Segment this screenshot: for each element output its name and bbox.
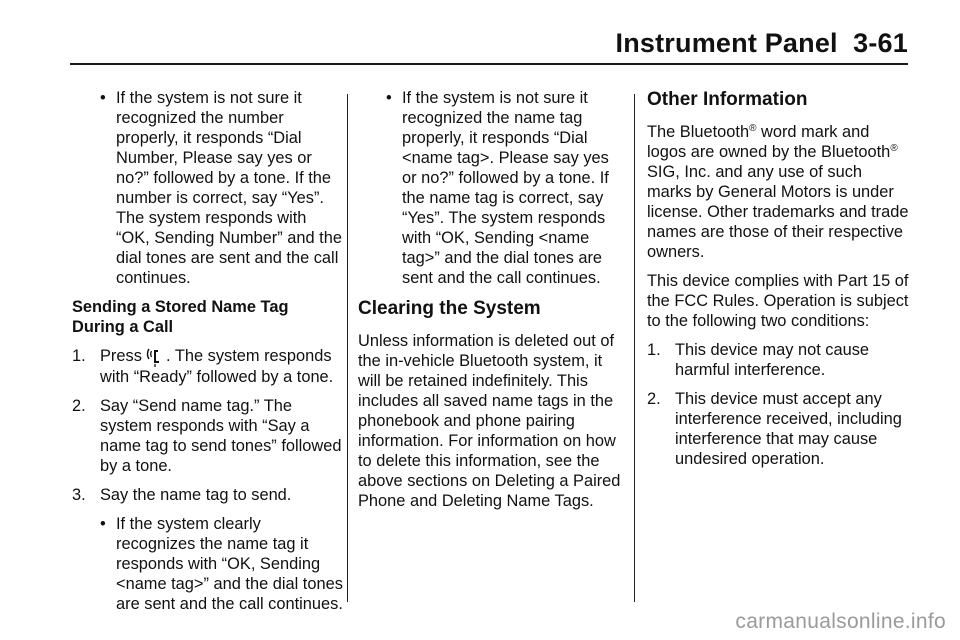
step-text-after: . The system responds with “Ready” followed by a tone. — [100, 347, 334, 386]
page-header-title: Instrument Panel 3-61 — [615, 28, 908, 58]
item-text: This device may not cause harmful interference. — [675, 341, 870, 379]
watermark-text: carmanualsonline.info — [735, 610, 946, 633]
paragraph-fcc: This device complies with Part 15 of the FCC Rules. Operation is subject to the following two conditions: — [647, 272, 909, 330]
bullet-text: If the system clearly recognizes the name tag it responds with “OK, Sending <name tag>” and the dial tones are sent and the call continues. — [116, 515, 343, 613]
text: The Bluetooth — [647, 123, 750, 141]
condition-2 — [647, 389, 910, 469]
registered-mark: ® — [890, 143, 898, 154]
step-text: Say “Send name tag.” The system responds with “Say a name tag to send tones” followed by a tone. — [100, 397, 342, 475]
condition-1 — [647, 340, 910, 380]
section-heading: Other Information — [647, 89, 808, 110]
text: SIG, Inc. and any use of such marks by General Motors is under license. Other trademarks and trade names are those of their respective owners. — [647, 163, 909, 261]
step-number: 2. — [72, 397, 86, 415]
column-3 — [647, 88, 910, 478]
bullet-text: If the system is not sure it recognized the name tag properly, it responds “Dial <name tag>. Please say yes or no?” followed by a tone. If the name tag is correct, say “Yes”. The system responds with “OK, Sending <name tag>” and the dial tones are sent and the call continues. — [402, 89, 609, 287]
column-divider — [634, 94, 635, 602]
item-number: 2. — [647, 390, 661, 408]
section-heading: Clearing the System — [358, 298, 541, 319]
step-1 — [72, 346, 344, 387]
step-3 — [72, 485, 344, 505]
bullet-item — [358, 88, 622, 288]
item-text: This device must accept any interference received, including interference that may cause undesired operation. — [675, 390, 902, 468]
bullet-dot: • — [100, 515, 106, 533]
step-text-before: Press — [100, 347, 142, 365]
step-number: 1. — [72, 347, 86, 365]
step-text: Say the name tag to send. — [100, 486, 292, 504]
column-divider — [347, 94, 348, 602]
item-number: 1. — [647, 341, 661, 359]
text: word mark and logos are owned by the Bluetooth — [647, 123, 891, 161]
step-number: 3. — [72, 486, 86, 504]
bullet-dot: • — [386, 89, 392, 107]
subheading: Sending a Stored Name Tag During a Call — [72, 298, 289, 336]
phone-voice-icon — [146, 347, 161, 367]
column-2 — [358, 88, 622, 520]
bullet-text: If the system is not sure it recognized the number properly, it responds “Dial Number, Please say yes or no?” followed by a tone. If the number is correct, say “Yes”. The system responds with “OK, Sending Number” and the dial tones are sent and the call continues. — [116, 89, 342, 287]
header-rule — [70, 63, 908, 65]
paragraph: Unless information is deleted out of the in-vehicle Bluetooth system, it will be retained indefinitely. This includes all saved name tags in the phonebook and phone pairing information. For information on how to delete this information, see the above sections on Deleting a Paired Phone and Deleting Name Tags. — [358, 332, 621, 510]
column-1 — [72, 88, 344, 623]
step-2 — [72, 396, 344, 476]
bullet-item — [72, 88, 344, 288]
registered-mark: ® — [749, 123, 757, 134]
bullet-item — [72, 514, 344, 614]
bullet-dot: • — [100, 89, 106, 107]
paragraph-trademarks — [647, 122, 910, 262]
